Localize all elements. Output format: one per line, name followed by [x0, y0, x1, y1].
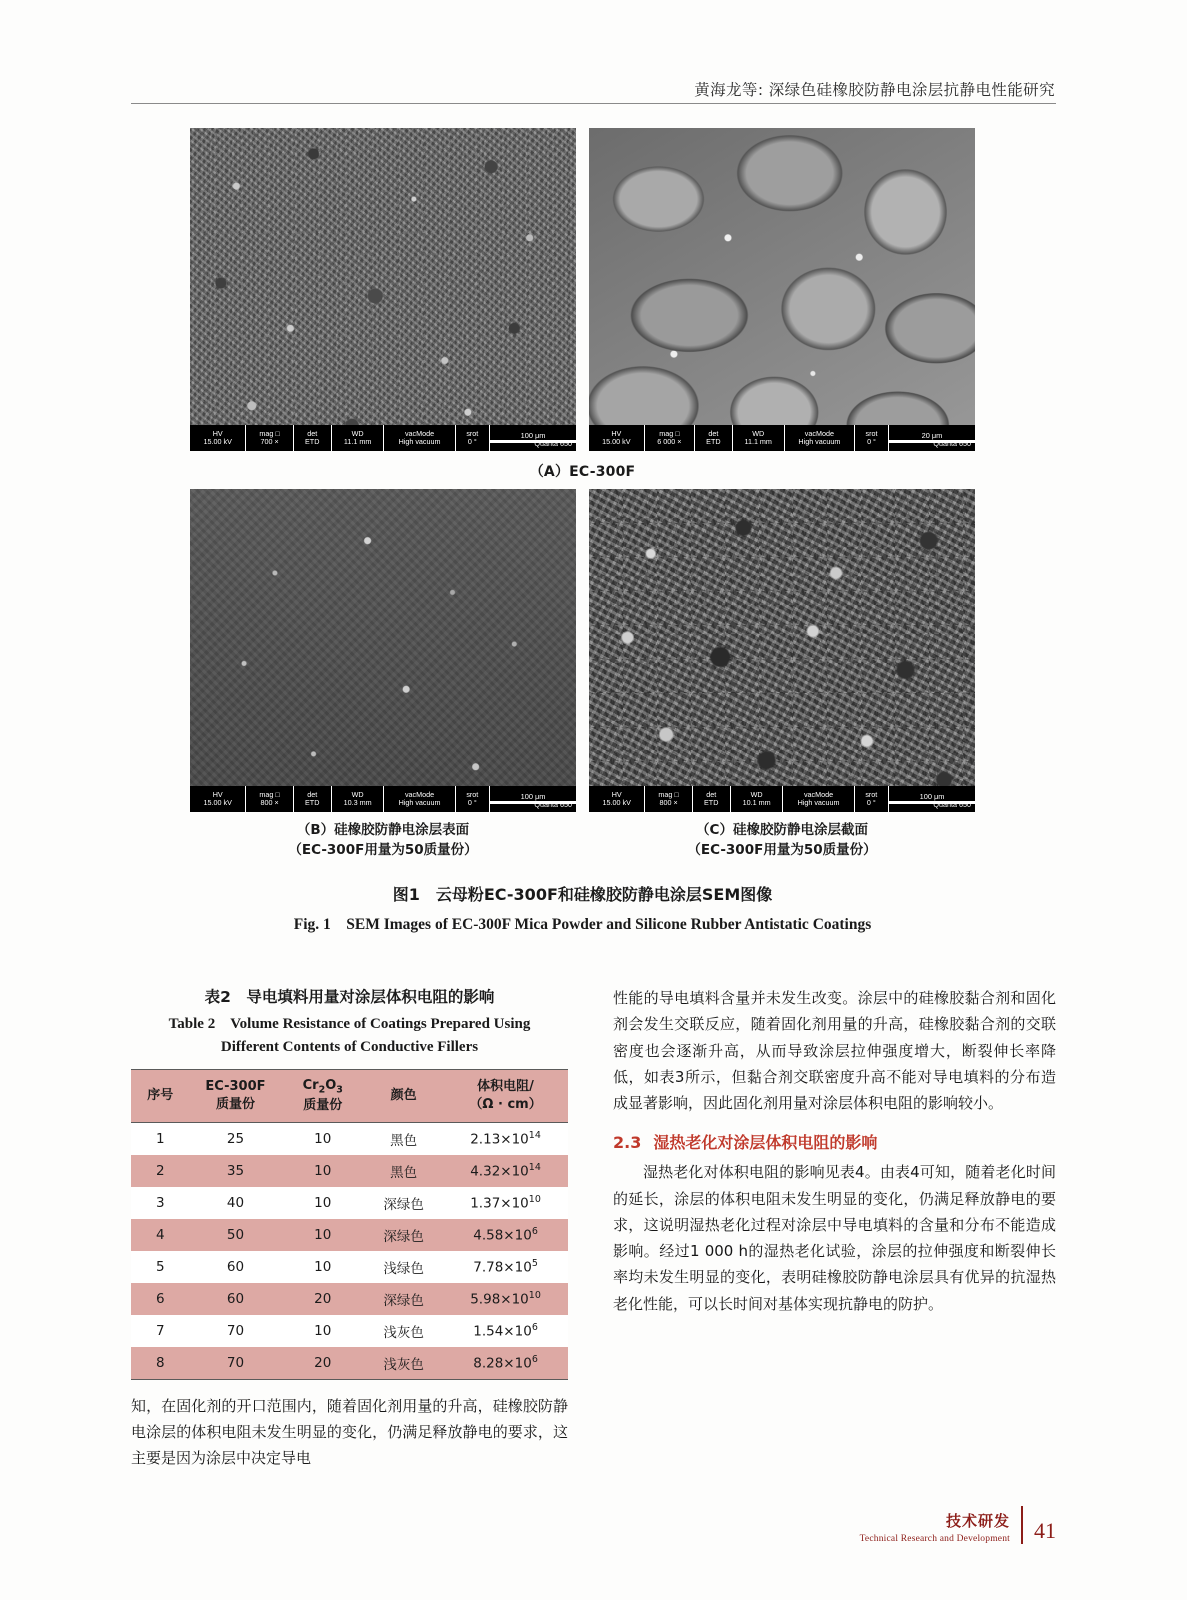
sem-field-det: det ETD	[693, 786, 731, 812]
sem-scalebar: 100 μm Quanta 650	[490, 786, 576, 812]
sem-field-mag: mag □ 800 ×	[246, 786, 293, 812]
table-title-en: Table 2 Volume Resistance of Coatings Prepared Using Different Contents of Conductive Fillers	[168, 1016, 531, 1055]
right-body-paragraph-2: 湿热老化对体积电阻的影响见表4。由表4可知，随着老化时间的延长，涂层的体积电阻未发生明显的变化，仍满足释放静电的要求，这说明湿热老化过程对涂层中导电填料的含量和分布不能造成影响。经过1 000 h的湿热老化试验，涂层的拉伸强度和断裂伸长率均未发生明显的变化，表明硅橡胶防静电涂层具有优异的抗湿热老化性能，可以长时间对基体实现抗静电的防护。	[613, 1163, 1056, 1313]
table-row: 3 40 10 深绿色 $1.37\times 10^{10}$	[131, 1187, 568, 1219]
figure-title-cn: 图1 云母粉EC-300F和硅橡胶防静电涂层SEM图像	[392, 885, 773, 905]
table-row: 1 25 10 黑色 $2.13\times 10^{14}$	[131, 1122, 568, 1155]
sem-field-srot: srot 0 °	[855, 425, 889, 451]
figure-subcaption-c: （C）硅橡胶防静电涂层截面 （EC-300F用量为50质量份）	[687, 822, 877, 858]
sem-field-vacmode: vacMode High vacuum	[785, 425, 855, 451]
cell-resistance: $8.28\times 10^6$	[443, 1347, 568, 1380]
sem-infobar-c	[589, 786, 975, 812]
right-body-paragraph-1: 性能的导电填料含量并未发生改变。涂层中的硅橡胶黏合剂和固化剂会发生交联反应，随着固化剂用量的升高，硅橡胶黏合剂的交联密度也会逐渐升高，从而导致涂层拉伸强度增大，断裂伸长率降低，如表3所示，但黏合剂交联密度升高不能对导电填料的分布造成显著影响，因此固化剂用量对涂层体积电阻的影响较小。	[613, 989, 1056, 1112]
section-number: 2.3	[613, 1133, 642, 1153]
table-body	[131, 1122, 568, 1379]
sem-field-wd: WD 11.1 mm	[733, 425, 785, 451]
sem-field-mag: mag □ 800 ×	[645, 786, 692, 812]
table-title-cn: 表2 导电填料用量对涂层体积电阻的影响	[204, 988, 495, 1006]
sem-field-srot: srot 0 °	[456, 786, 490, 812]
sem-infobar-a1	[190, 425, 576, 451]
cell-resistance: $1.54\times 10^6$	[443, 1315, 568, 1347]
sem-image-a1	[190, 128, 576, 451]
footer-divider	[1021, 1506, 1023, 1544]
section-heading-2-3	[613, 1130, 1056, 1153]
sem-scalebar: 20 μm Quanta 650	[889, 425, 975, 451]
sem-infobar-a2	[589, 425, 975, 451]
sem-row-top	[190, 128, 975, 451]
sem-scalebar: 100 μm Quanta 650	[889, 786, 975, 812]
cell-resistance: $4.58\times 10^6$	[443, 1219, 568, 1251]
footer-brand-en: Technical Research and Development	[859, 1534, 1010, 1544]
table-header-row	[131, 1070, 568, 1123]
page-number: 41	[1034, 1518, 1056, 1543]
sem-field-srot: srot 0 °	[456, 425, 490, 451]
sem-field-srot: srot 0 °	[855, 786, 889, 812]
sem-field-hv: HV 15.00 kV	[190, 425, 246, 451]
footer-brand	[860, 1510, 1010, 1544]
cell-resistance: $1.37\times 10^{10}$	[443, 1187, 568, 1219]
figure-1	[190, 128, 975, 934]
table-row: 7 70 10 浅灰色 $1.54\times 10^6$	[131, 1315, 568, 1347]
cell-resistance: $5.98\times 10^{10}$	[443, 1283, 568, 1315]
cell-resistance: $7.78\times 10^5$	[443, 1251, 568, 1283]
left-body-paragraph: 知，在固化剂的开口范围内，随着固化剂用量的升高，硅橡胶防静电涂层的体积电阻未发生明显的变化，仍满足释放静电的要求，这主要是因为涂层中决定导电	[131, 1396, 568, 1468]
sem-field-mag: mag □ 6 000 ×	[645, 425, 695, 451]
sem-field-wd: WD 10.3 mm	[332, 786, 385, 812]
section-title: 湿热老化对涂层体积电阻的影响	[653, 1133, 878, 1153]
sem-field-det: det ETD	[294, 786, 332, 812]
figure-subcaption-a: （A）EC-300F	[529, 464, 636, 480]
header-divider	[131, 103, 1056, 104]
sem-field-hv: HV 15.00 kV	[190, 786, 246, 812]
footer-brand-cn: 技术研发	[945, 1512, 1010, 1530]
volume-resistance-table	[131, 1069, 568, 1380]
th-cr2o3-formula: $Cr_2O_3$	[302, 1078, 343, 1096]
table-row: 6 60 20 深绿色 $5.98\times 10^{10}$	[131, 1283, 568, 1315]
figure-subcaption-row	[190, 821, 975, 860]
cell-resistance: $2.13\times 10^{14}$	[443, 1122, 568, 1155]
sem-scalebar: 100 μm Quanta 650	[490, 425, 576, 451]
sem-image-c	[589, 489, 975, 812]
sem-image-a2	[589, 128, 975, 451]
sem-field-mag: mag □ 700 ×	[246, 425, 293, 451]
spacer	[131, 1380, 568, 1393]
sem-field-wd: WD 11.1 mm	[332, 425, 385, 451]
sem-field-vacmode: vacMode High vacuum	[384, 786, 455, 812]
th-ec300f: EC-300F 质量份	[190, 1070, 282, 1123]
sem-field-vacmode: vacMode High vacuum	[783, 786, 854, 812]
cell-resistance: $4.32\times 10^{14}$	[443, 1155, 568, 1187]
sem-field-det: det ETD	[695, 425, 733, 451]
sem-field-wd: WD 10.1 mm	[731, 786, 784, 812]
sem-row-bottom	[190, 489, 975, 812]
table-row: 4 50 10 深绿色 $4.58\times 10^6$	[131, 1219, 568, 1251]
th-color: 颜色	[364, 1070, 443, 1123]
th-no: 序号	[131, 1070, 190, 1123]
th-resistance: 体积电阻/ （Ω · cm）	[443, 1070, 568, 1123]
right-column	[613, 985, 1056, 1317]
sem-infobar-b	[190, 786, 576, 812]
sem-field-hv: HV 15.00 kV	[589, 786, 645, 812]
figure-subcaption-b: （B）硅橡胶防静电涂层表面 （EC-300F用量为50质量份）	[288, 822, 478, 858]
sem-field-hv: HV 15.00 kV	[589, 425, 645, 451]
left-column	[131, 985, 568, 1472]
page-footer	[860, 1506, 1056, 1544]
th-cr2o3: $Cr_2O_3$ 质量份	[281, 1070, 364, 1123]
table-row: 5 60 10 浅绿色 $7.78\times 10^5$	[131, 1251, 568, 1283]
table-row: 2 35 10 黑色 $4.32\times 10^{14}$	[131, 1155, 568, 1187]
sem-field-det: det ETD	[294, 425, 332, 451]
running-head: 黄海龙等: 深绿色硅橡胶防静电涂层抗静电性能研究	[694, 81, 1055, 99]
figure-title-en: Fig. 1 SEM Images of EC-300F Mica Powder and Silicone Rubber Antistatic Coatings	[293, 916, 872, 934]
sem-image-b	[190, 489, 576, 812]
table-row: 8 70 20 浅灰色 $8.28\times 10^6$	[131, 1347, 568, 1380]
sem-field-vacmode: vacMode High vacuum	[384, 425, 455, 451]
